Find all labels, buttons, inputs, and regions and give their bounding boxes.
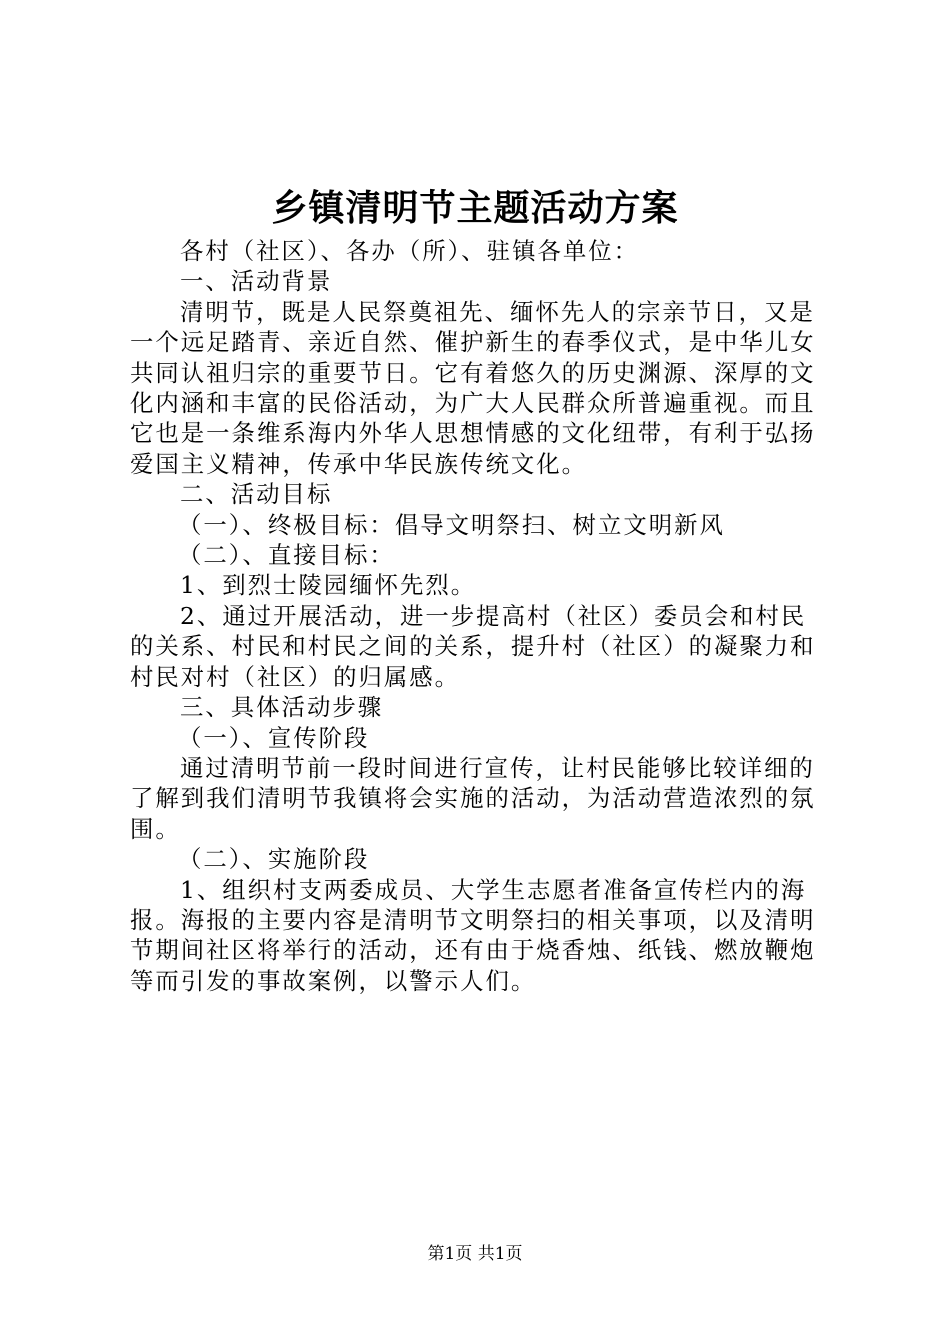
addressee-line: 各村（社区）、各办（所）、驻镇各单位： — [180, 237, 640, 265]
publicity-stage-paragraph: 通过清明节前一段时间进行宣传，让村民能够比较详细的了解到我们清明节我镇将会实施的活动，为活动营造浓烈的氛围。 — [130, 753, 816, 843]
section-heading-background: 一、活动背景 — [180, 267, 333, 296]
document-title: 乡镇清明节主题活动方案 — [271, 187, 679, 229]
implementation-stage-heading: （二）、实施阶段 — [178, 845, 370, 874]
direct-goal-item-1: 1、到烈士陵园缅怀先烈。 — [180, 571, 477, 600]
document-body — [130, 236, 830, 996]
background-paragraph: 清明节，既是人民祭奠祖先、缅怀先人的宗亲节日，又是一个远足踏青、亲近自然、催护新生的春季仪式，是中华儿女共同认祖归宗的重要节日。它有着悠久的历史渊源、深厚的文化内涵和丰富的民俗活动，为广大人民群众所普遍重视。而且它也是一条维系海内外华人思想情感的文化纽带，有利于弘扬爱国主义精神，传承中华民族传统文化。 — [130, 297, 816, 478]
publicity-stage-heading: （一）、宣传阶段 — [178, 723, 370, 752]
section-heading-goals: 二、活动目标 — [180, 480, 333, 509]
implementation-stage-item-1: 1、组织村支两委成员、大学生志愿者准备宣传栏内的海报。海报的主要内容是清明节文明祭扫的相关事项，以及清明节期间社区将举行的活动，还有由于烧香烛、纸钱、燃放鞭炮等而引发的事故案例，以警示人们。 — [130, 875, 816, 995]
ultimate-goal-line: （一）、终极目标：倡导文明祭扫、树立文明新风 — [178, 510, 725, 539]
direct-goal-item-2: 2、通过开展活动，进一步提高村（社区）委员会和村民的关系、村民和村民之间的关系，提升村（社区）的凝聚力和村民对村（社区）的归属感。 — [130, 601, 816, 691]
direct-goal-heading: （二）、直接目标： — [178, 541, 395, 570]
page-footer: 第1页 共1页 — [427, 1244, 523, 1264]
section-heading-steps: 三、具体活动步骤 — [180, 693, 384, 722]
